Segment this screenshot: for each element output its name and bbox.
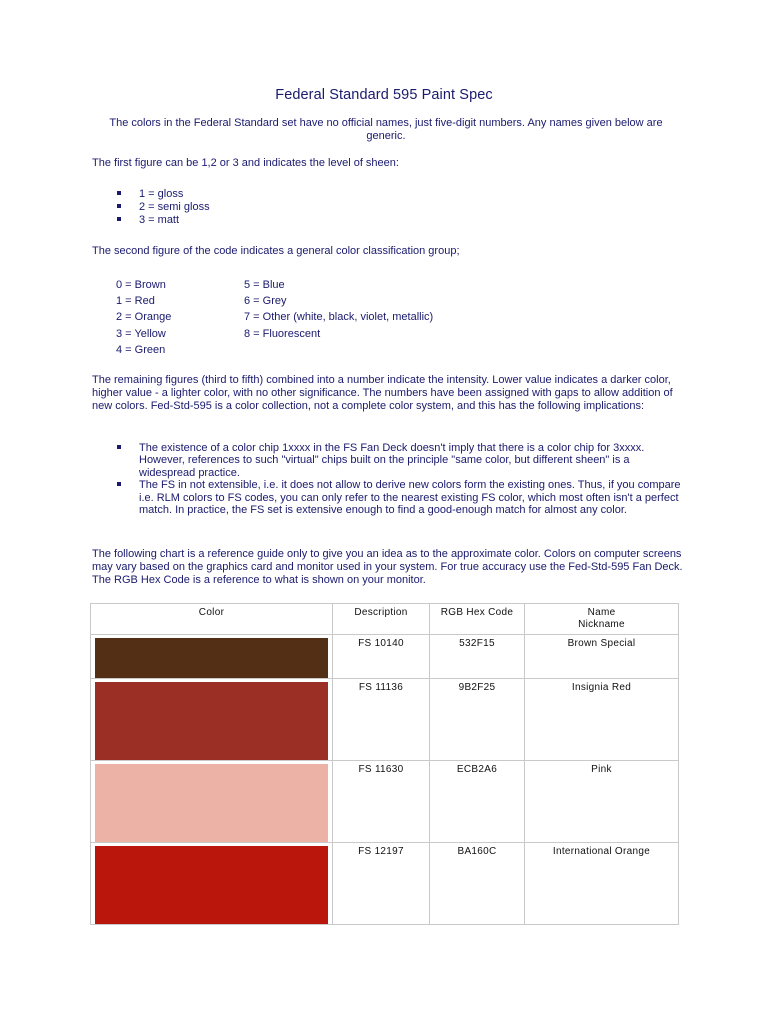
header-hex: RGB Hex Code	[430, 604, 525, 635]
color-swatch	[91, 843, 333, 925]
header-color: Color	[91, 604, 333, 635]
hex-cell: BA160C	[430, 843, 525, 925]
square-bullet-icon	[117, 445, 121, 449]
list-item: 3 = matt	[116, 214, 210, 227]
color-chart-table	[90, 603, 679, 925]
group-column-right	[244, 277, 433, 342]
table-row	[91, 635, 679, 679]
page-title: Federal Standard 595 Paint Spec	[275, 87, 493, 103]
group-item: 0 = Brown	[116, 279, 166, 291]
description-cell: FS 11136	[333, 679, 430, 761]
chart-note-paragraph: The following chart is a reference guide only to give you an idea as to the approximate color. Colors on computer screens may vary based on the graphics card and monitor used in your system. For true accuracy use the Fed-Std-595 Fan Deck. The RGB Hex Code is a reference to what is shown on your monitor.	[92, 548, 683, 586]
intensity-paragraph: The remaining figures (third to fifth) combined into a number indicate the intensity. Lower value indicates a darker color, higher value - a lighter color, with no other significance. The numbers have been assigned with gaps to allow addition of new colors. Fed-Std-595 is a color collection, not a complete color system, and this has the following implications:	[92, 374, 673, 412]
sheen-heading: The first figure can be 1,2 or 3 and indicates the level of sheen:	[92, 157, 399, 169]
intro-paragraph: The colors in the Federal Standard set have no official names, just five-digit numbers. Any names given below are generic.	[109, 117, 663, 142]
header-description: Description	[333, 604, 430, 635]
table-header-row	[91, 604, 679, 635]
square-bullet-icon	[117, 204, 121, 208]
group-item: 1 = Red	[116, 295, 155, 308]
description-cell: FS 11630	[333, 761, 430, 843]
square-bullet-icon	[117, 191, 121, 195]
group-item: 4 = Green	[116, 343, 166, 356]
list-item: 1 = gloss	[116, 188, 210, 201]
hex-cell: 9B2F25	[430, 679, 525, 761]
list-item: The FS in not extensible, i.e. it does not allow to derive new colors form the existing ones. Thus, if you compare i.e. RLM colors to FS codes, you can only refer to the nearest existing FS color, which most often isn't a perfect match. In practice, the FS set is extensive enough to find a good-enough match for almost any color.	[116, 479, 686, 516]
group-item: 2 = Orange	[116, 311, 172, 324]
group-item: 3 = Yellow	[116, 327, 166, 340]
header-name: Name Nickname	[525, 604, 679, 635]
table-row	[91, 761, 679, 843]
color-swatch	[91, 635, 333, 679]
list-item: The existence of a color chip 1xxxx in the FS Fan Deck doesn't imply that there is a color chip for 3xxxx. However, references to such "virtual" chips built on the principle "same color, but different sheen" is a widespread practice.	[116, 442, 686, 479]
hex-cell: 532F15	[430, 635, 525, 679]
hex-cell: ECB2A6	[430, 761, 525, 843]
square-bullet-icon	[117, 217, 121, 221]
name-cell: Brown Special	[525, 635, 679, 679]
group-item: 7 = Other (white, black, violet, metallic)	[244, 311, 434, 324]
list-item: 2 = semi gloss	[116, 201, 210, 214]
name-cell: Pink	[525, 761, 679, 843]
description-cell: FS 10140	[333, 635, 430, 679]
color-swatch	[91, 679, 333, 761]
description-cell: FS 12197	[333, 843, 430, 925]
name-cell: Insignia Red	[525, 679, 679, 761]
square-bullet-icon	[117, 482, 121, 486]
name-cell: International Orange	[525, 843, 679, 925]
implications-list	[116, 442, 686, 516]
sheen-list	[116, 188, 210, 228]
group-item: 5 = Blue	[244, 279, 285, 291]
groups-heading: The second figure of the code indicates a general color classification group;	[92, 245, 460, 257]
color-swatch	[91, 761, 333, 843]
table-row	[91, 679, 679, 761]
group-item: 8 = Fluorescent	[244, 327, 321, 340]
group-column-left	[116, 277, 171, 358]
table-row	[91, 843, 679, 925]
group-item: 6 = Grey	[244, 295, 287, 308]
